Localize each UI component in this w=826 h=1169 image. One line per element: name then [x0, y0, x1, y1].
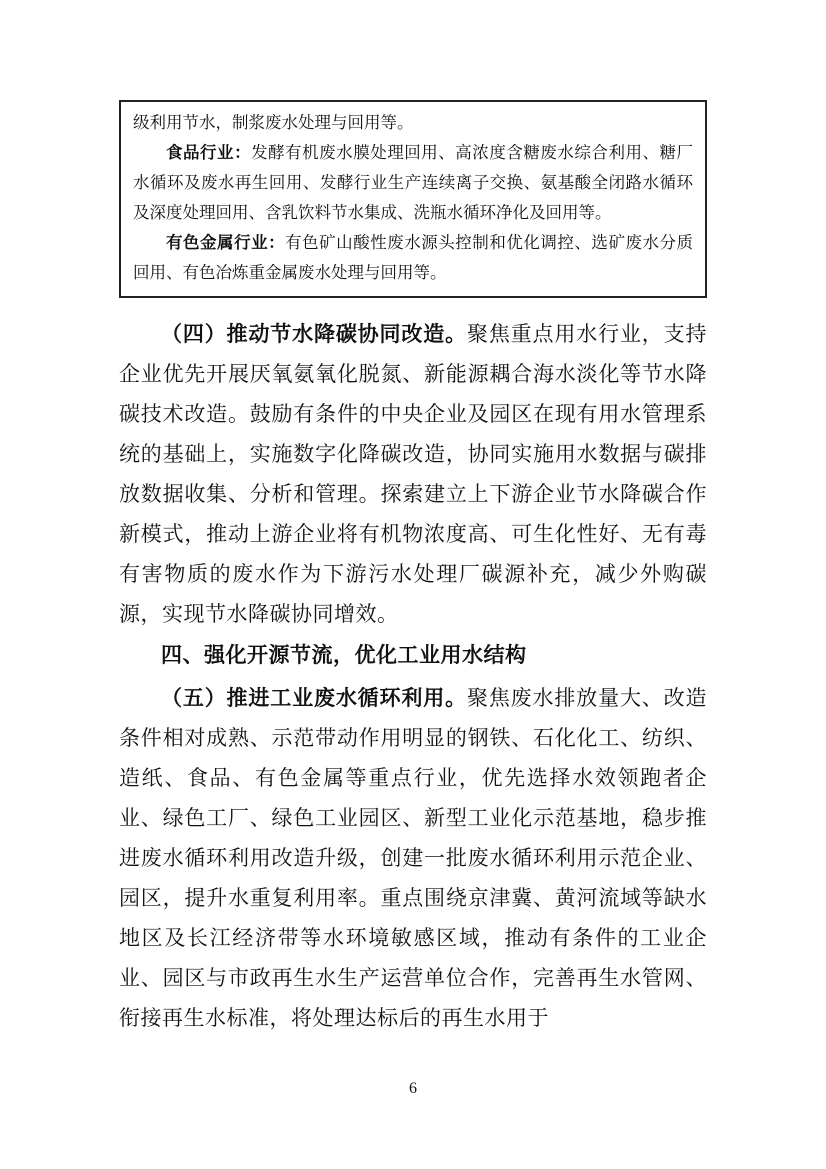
nonferrous-metals-lead: 有色金属行业：: [166, 234, 286, 252]
industry-examples-box: [119, 100, 707, 298]
nonferrous-metals-text: 有色矿山酸性废水源头控制和优化调控、选矿废水分质回用、有色冶炼重金属废水处理与回用等。: [133, 233, 694, 282]
chapter-heading-four: 四、强化开源节流，优化工业用水结构: [161, 644, 527, 667]
section-five-lead: （五）推进工业废水循环利用。: [161, 686, 467, 710]
paragraph-section-four: [119, 314, 707, 634]
section-four-lead: （四）推动节水降碳协同改造。: [161, 322, 467, 346]
box-continuation-text: 级利用节水，制浆废水处理与回用等。: [133, 113, 414, 132]
food-industry-text: 发酵有机废水膜处理回用、高浓度含糖废水综合利用、糖厂水循环及废水再生回用、发酵行业生产连续离子交换、氨基酸全闭路水循环及深度处理回用、含乳饮料节水集成、洗瓶水循环净化及回用等。: [133, 143, 694, 222]
paragraph-section-five: [119, 678, 707, 1038]
box-continuation-line: [133, 108, 693, 138]
page-content: [119, 100, 707, 1038]
section-five-text: 聚焦废水排放量大、改造条件相对成熟、示范带动作用明显的钢铁、石化化工、纺织、造纸、食品、有色金属等重点行业，优先选择水效领跑者企业、绿色工厂、绿色工业园区、新型工业化示范基地，稳步推进废水循环利用改造升级，创建一批废水循环利用示范企业、园区，提升水重复利用率。重点围绕京津冀、黄河流域等缺水地区及长江经济带等水环境敏感区域，推动有条件的工业企业、园区与市政再生水生产运营单位合作，完善再生水管网、衔接再生水标准，将处理达标后的再生水用于: [119, 686, 708, 1030]
page-number: 6: [409, 1080, 417, 1097]
section-four-text: 聚焦重点用水行业，支持企业优先开展厌氧氨氧化脱氮、新能源耦合海水淡化等节水降碳技术改造。鼓励有条件的中央企业及园区在现有用水管理系统的基础上，实施数字化降碳改造，协同实施用水数据与碳排放数据收集、分析和管理。探索建立上下游企业节水降碳合作新模式，推动上游企业将有机物浓度高、可生化性好、无有毒有害物质的废水作为下游污水处理厂碳源补充，减少外购碳源，实现节水降碳协同增效。: [119, 322, 708, 626]
food-industry-lead: 食品行业：: [166, 144, 252, 162]
box-paragraph-food-industry: [133, 138, 693, 228]
box-paragraph-nonferrous-metals: [133, 228, 693, 288]
